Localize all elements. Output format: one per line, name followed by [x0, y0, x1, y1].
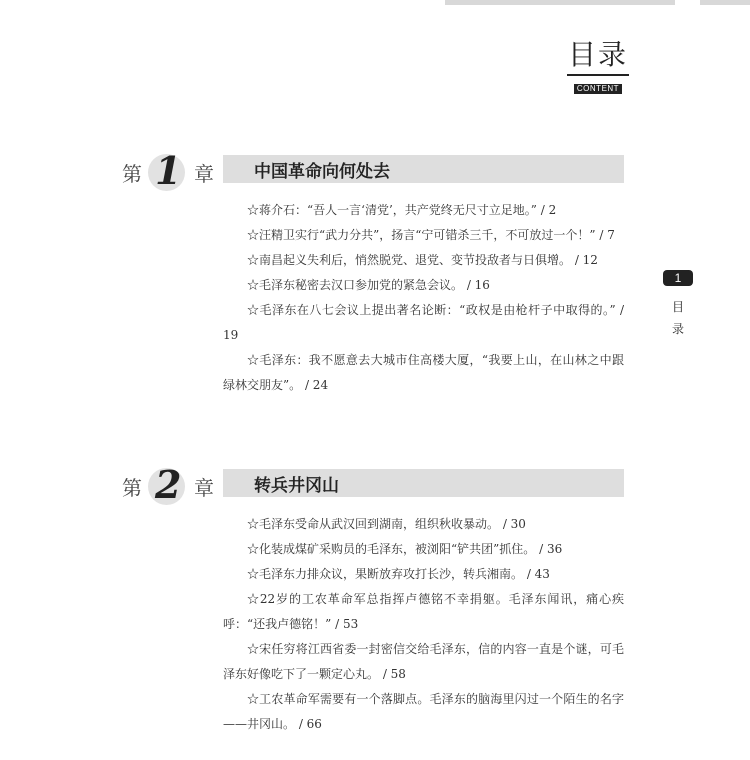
toc-entry[interactable]: ☆毛泽东受命从武汉回到湖南，组织秋收暴动。 / 30: [247, 517, 526, 531]
chapter-heading: [122, 150, 624, 195]
chapter-suffix: 章: [194, 162, 214, 186]
toc-entry[interactable]: ☆化装成煤矿采购员的毛泽东，被浏阳“铲共团”抓住。 / 36: [247, 542, 563, 556]
toc-entry[interactable]: ☆毛泽东在八七会议上提出著名论断：“政权是由枪杆子中取得的。” / 19: [223, 303, 624, 342]
title-rule: [567, 74, 629, 76]
side-label-char: 目: [671, 300, 684, 314]
toc-entry[interactable]: ☆22岁的工农革命军总指挥卢德铭不幸捐躯。毛泽东闻讯，痛心疾呼：“还我卢德铭！” / 53: [223, 592, 624, 631]
chapter-number: 1: [155, 148, 182, 193]
toc-entry[interactable]: ☆汪精卫实行“武力分共”，扬言“宁可错杀三千，不可放过一个！” / 7: [247, 228, 615, 242]
toc-entry[interactable]: ☆毛泽东力排众议，果断放弃攻打长沙，转兵湘南。 / 43: [247, 567, 550, 581]
toc-entry[interactable]: ☆毛泽东：我不愿意去大城市住高楼大厦，“我要上山，在山林之中跟绿林交朋友”。 / 24: [223, 353, 624, 392]
side-section-label: [670, 296, 686, 340]
top-edge-bar: [445, 0, 675, 5]
toc-header: [567, 38, 629, 95]
toc-entry[interactable]: ☆工农革命军需要有一个落脚点。毛泽东的脑海里闪过一个陌生的名字——井冈山。 / 66: [223, 692, 624, 731]
toc-entry[interactable]: ☆南昌起义失利后，悄然脱党、退党、变节投敌者与日俱增。 / 12: [247, 253, 598, 267]
entry-list: [223, 512, 624, 737]
entry-list: [223, 198, 624, 398]
content-badge: CONTENT: [574, 84, 622, 94]
side-label-char: 录: [671, 322, 684, 336]
chapter-title: 中国革命向何处去: [254, 162, 390, 182]
toc-entry[interactable]: ☆毛泽东秘密去汉口参加党的紧急会议。 / 16: [247, 278, 490, 292]
toc-entry[interactable]: ☆宋任穷将江西省委一封密信交给毛泽东，信的内容一直是个谜，可毛泽东好像吃下了一颗定心丸。 / 58: [223, 642, 624, 681]
chapter-1: [122, 150, 624, 398]
toc-title: 目录: [567, 38, 628, 71]
top-edge-bar-right: [700, 0, 750, 5]
chapter-prefix: 第: [122, 162, 142, 186]
toc-entry[interactable]: ☆蒋介石：“吾人一言‘清党’，共产党终无尺寸立足地。” / 2: [247, 203, 557, 217]
page-number-tab: 1: [663, 270, 693, 286]
chapter-number: 2: [155, 462, 182, 507]
chapter-2: [122, 464, 624, 737]
chapter-prefix: 第: [122, 476, 142, 500]
chapter-suffix: 章: [194, 476, 214, 500]
chapter-heading: [122, 464, 624, 509]
chapter-title: 转兵井冈山: [254, 476, 339, 496]
